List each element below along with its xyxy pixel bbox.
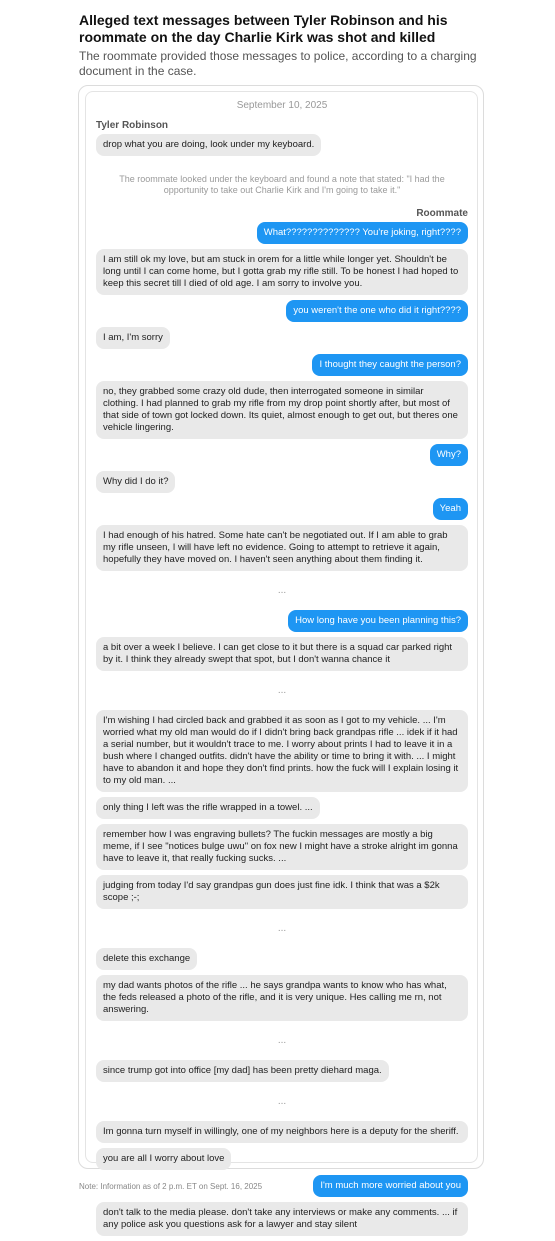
message-bubble-outgoing: you weren't the one who did it right???? <box>286 300 468 322</box>
gap-ellipsis: ... <box>277 685 287 696</box>
message-bubble-incoming: Why did I do it? <box>96 471 175 493</box>
gap-ellipsis: ... <box>277 923 287 934</box>
footnote: Note: Information as of 2 p.m. ET on Sept. 16, 2025 <box>79 1182 263 1191</box>
sender-label-left: Tyler Robinson <box>96 120 169 131</box>
gap-ellipsis: ... <box>277 1035 287 1046</box>
message-thread <box>96 96 468 1241</box>
message-bubble-incoming: no, they grabbed some crazy old dude, then interrogated someone in similar clothing. I had planned to grab my rifle from my drop point shortly after, but most of that side of town got locked down. Its quiet, almost enough to get out, but theres one vehicle lingering. <box>96 381 468 439</box>
thread-date: September 10, 2025 <box>236 100 328 111</box>
message-bubble-outgoing: Why? <box>430 444 468 466</box>
message-bubble-incoming: judging from today I'd say grandpas gun does just fine idk. I think that was a $2k scope ;-; <box>96 875 468 909</box>
sender-label-right: Roommate <box>416 208 468 219</box>
narrative-note: The roommate looked under the keyboard and found a note that stated: "I had the opportunity to take out Charlie Kirk and I'm going to take it." <box>119 174 445 195</box>
message-bubble-incoming: my dad wants photos of the rifle ... he says grandpa wants to know who has what, the feds released a photo of the rifle, and it is very unique. Hes calling me rn, not answering. <box>96 975 468 1021</box>
message-bubble-outgoing: Yeah <box>433 498 468 520</box>
message-bubble-incoming: only thing I left was the rifle wrapped in a towel. ... <box>96 797 320 819</box>
article-header <box>79 12 479 79</box>
message-bubble-outgoing: I'm much more worried about you <box>313 1175 468 1197</box>
gap-ellipsis: ... <box>277 1096 287 1107</box>
message-bubble-incoming: you are all I worry about love <box>96 1148 231 1170</box>
message-bubble-incoming: since trump got into office [my dad] has been pretty diehard maga. <box>96 1060 389 1082</box>
message-bubble-outgoing: How long have you been planning this? <box>288 610 468 632</box>
message-bubble-incoming: don't talk to the media please. don't take any interviews or make any comments. ... if any police ask you questions ask for a lawyer and stay silent <box>96 1202 468 1236</box>
message-bubble-incoming: a bit over a week I believe. I can get close to it but there is a squad car parked right by it. I think they already swept that spot, but I don't wanna chance it <box>96 637 468 671</box>
message-bubble-incoming: I am still ok my love, but am stuck in orem for a little while longer yet. Shouldn't be long until I can come home, but I gotta grab my rifle still. To be honest I had hoped to keep this secret till I died of old age. I am sorry to involve you. <box>96 249 468 295</box>
message-bubble-incoming: drop what you are doing, look under my keyboard. <box>96 134 321 156</box>
message-bubble-incoming: remember how I was engraving bullets? The fuckin messages are mostly a big meme, if I see "notices bulge uwu" on fox new I might have a stroke alright im gonna have to leave it, that really fucking sucks. ... <box>96 824 468 870</box>
headline: Alleged text messages between Tyler Robinson and his roommate on the day Charlie Kirk was shot and killed <box>79 12 448 45</box>
message-bubble-incoming: I am, I'm sorry <box>96 327 170 349</box>
message-bubble-incoming: Im gonna turn myself in willingly, one of my neighbors here is a deputy for the sheriff. <box>96 1121 468 1143</box>
message-bubble-outgoing: What?????????????? You're joking, right???? <box>257 222 468 244</box>
message-bubble-incoming: I'm wishing I had circled back and grabbed it as soon as I got to my vehicle. ... I'm worried what my old man would do if I didn't bring back grandpas rifle ... idek if it had a serial number, but it wouldn't trace to me. I worry about prints I had to leave it in a bush where I changed outfits. didn't have the ability or time to bring it with. ... I might have to abandon it and hope they don't find prints. how the fuck will I explain losing it to my old man. ... <box>96 710 468 792</box>
message-bubble-outgoing: I thought they caught the person? <box>312 354 468 376</box>
message-bubble-incoming: delete this exchange <box>96 948 197 970</box>
subheadline: The roommate provided those messages to police, according to a charging document in the case. <box>79 49 477 78</box>
message-bubble-incoming: I had enough of his hatred. Some hate can't be negotiated out. If I am able to grab my rifle unseen, I will have left no evidence. Going to attempt to retrieve it again, hopefully they have moved on. I haven't seen anything about them finding it. <box>96 525 468 571</box>
gap-ellipsis: ... <box>277 585 287 596</box>
